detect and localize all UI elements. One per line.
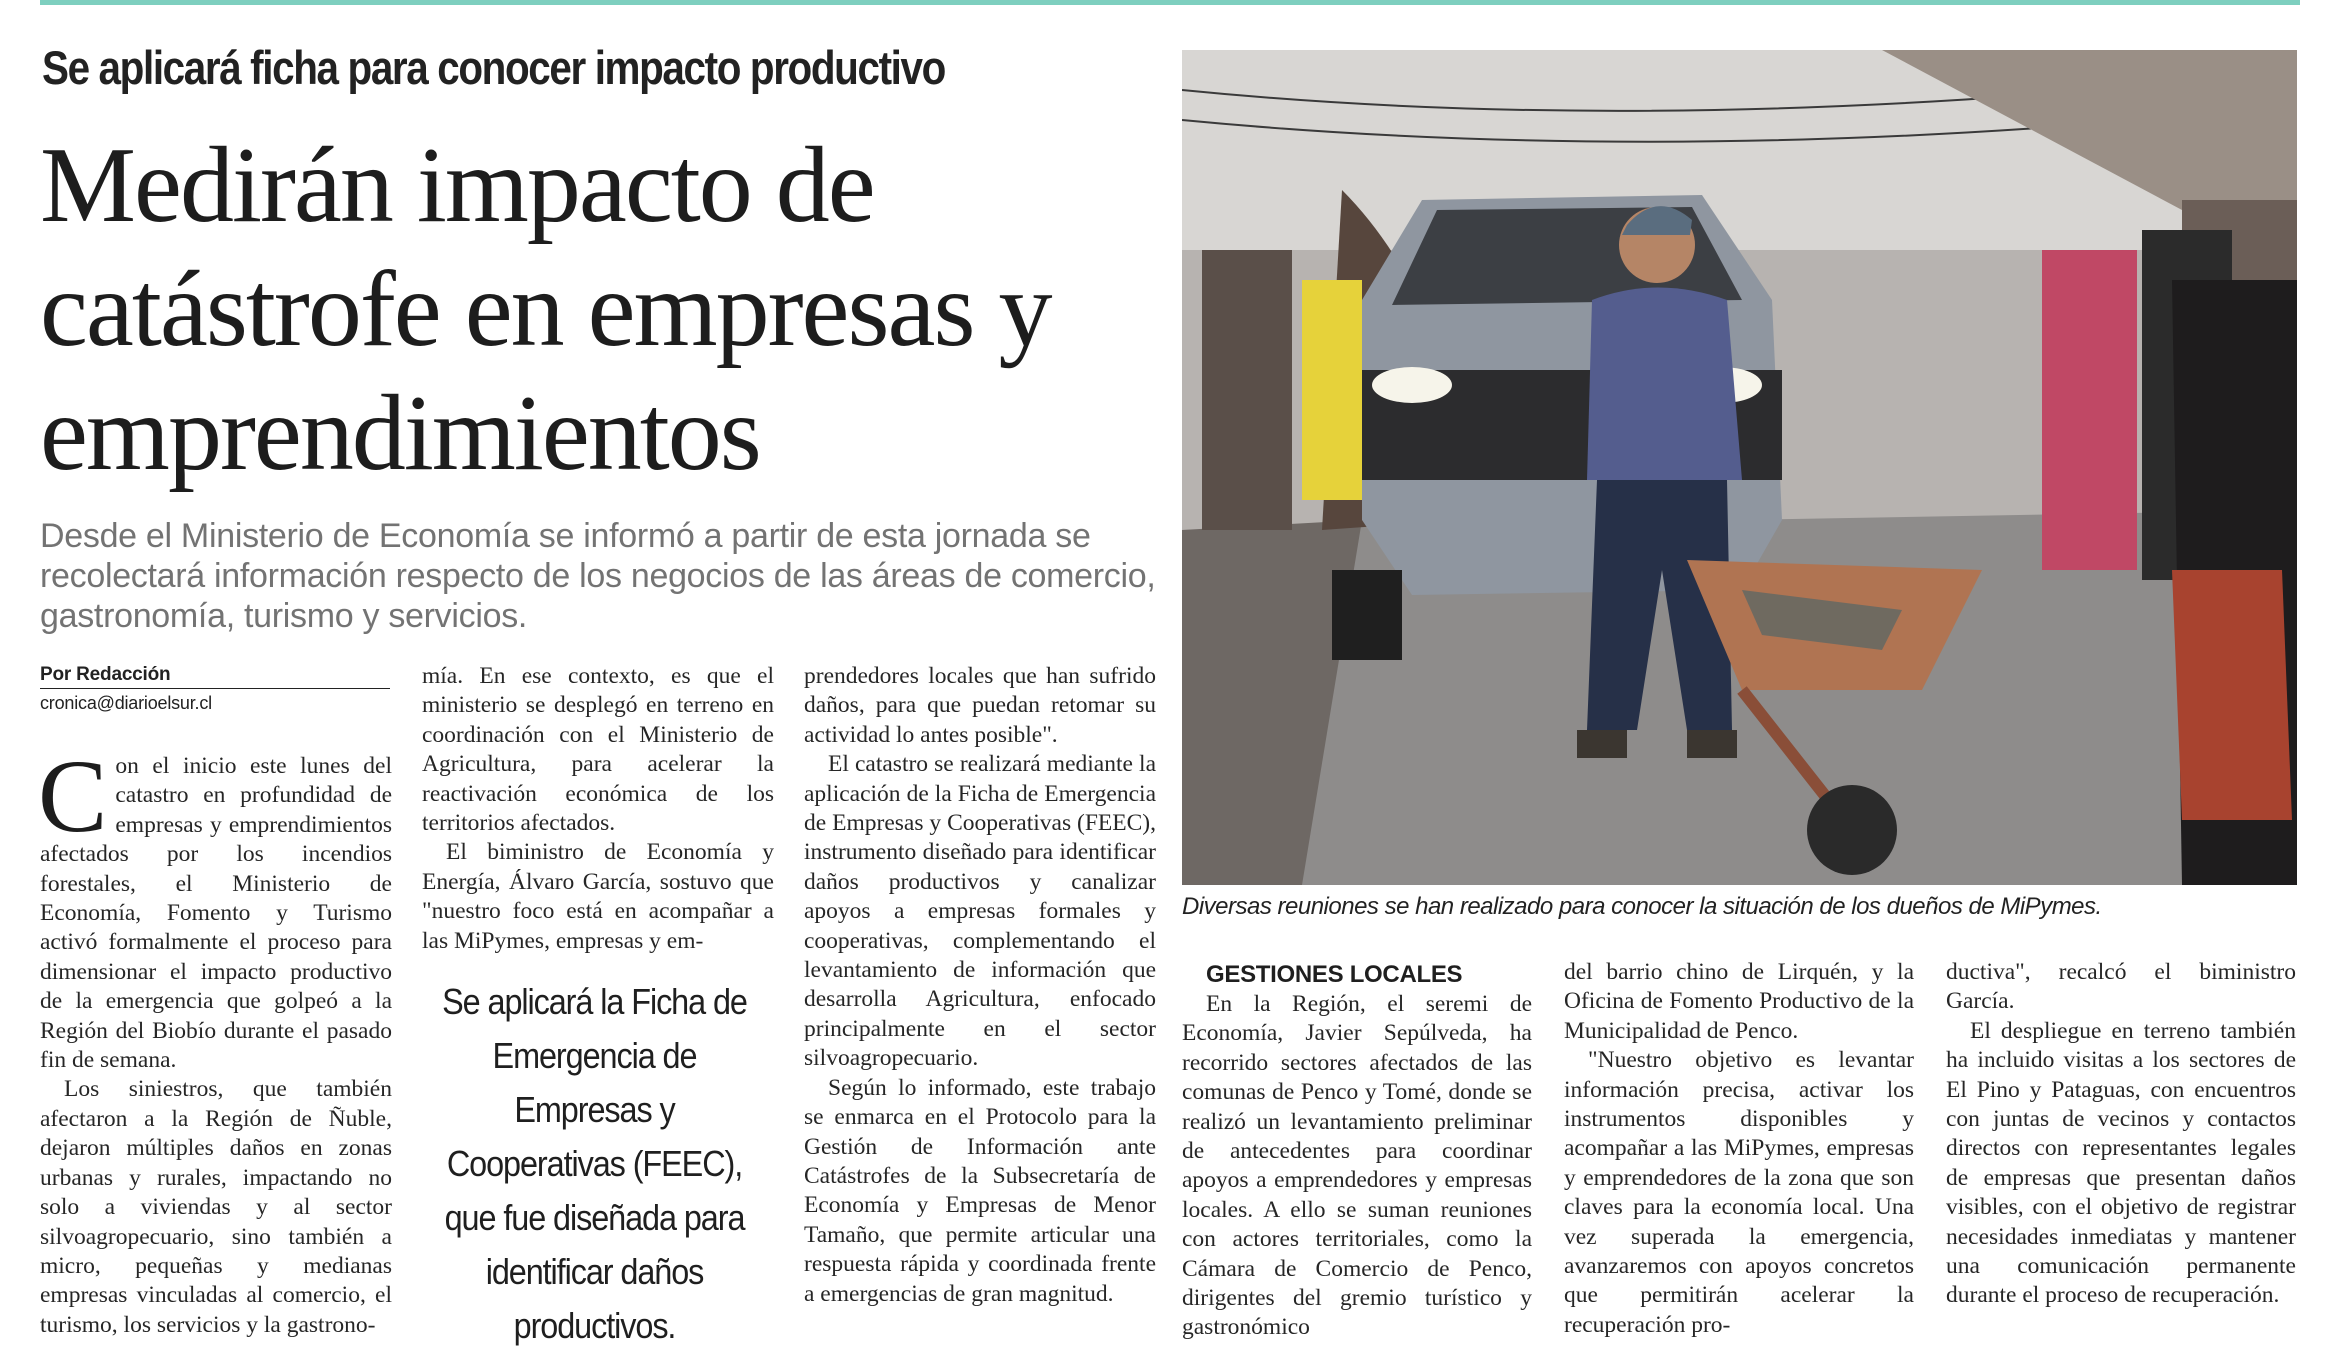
article-headline: Medirán impacto de catástrofe en empresas y emprendimientos [40, 126, 1051, 493]
drop-cap: C [38, 739, 108, 854]
photo-caption: Diversas reuniones se han realizado para conocer la situación de los dueños de MiPymes. [1182, 893, 2102, 920]
body-column-4 [1182, 960, 1532, 1343]
body-column-3 [804, 662, 1156, 1309]
body-column-6 [1946, 958, 2296, 1311]
body-paragraph-continued: ductiva", recalcó el biministro García. [1946, 959, 2296, 1015]
body-column-2 [422, 662, 774, 956]
section-heading: GESTIONES LOCALES [1206, 961, 1463, 988]
body-paragraph: El biministro de Economía y Energía, Álvaro García, sostuvo que "nuestro foco está en acompañar a las MiPymes, empresas y em- [422, 839, 774, 954]
body-column-5 [1564, 958, 1914, 1340]
body-paragraph-continued: mía. En ese contexto, es que el ministerio se desplegó en terreno en coordinación con el Ministerio de Agricultura, para acelerar la reactivación económica de los territorios afectados. [422, 663, 774, 837]
news-photo [1182, 50, 2297, 885]
body-paragraph-continued: del barrio chino de Lirquén, y la Oficina de Fomento Productivo de la Municipalidad de Penco. [1564, 959, 1914, 1044]
top-accent-rule [40, 0, 2300, 5]
article-kicker: Se aplicará ficha para conocer impacto productivo [42, 41, 945, 94]
body-paragraph: Los siniestros, que también afectaron a la Región de Ñuble, dejaron múltiples daños en zonas urbanas y rurales, impactando no solo a viviendas y al sector silvoagropecuario, sino también a micro, pequeñas y medianas empresas vinculadas al comercio, el turismo, los servicios y la gastrono- [40, 1076, 392, 1338]
byline-email: cronica@diarioelsur.cl [40, 693, 212, 713]
byline [40, 664, 390, 714]
body-paragraph-continued: prendedores locales que han sufrido daños, para que puedan retomar su actividad lo antes posible". [804, 663, 1156, 748]
photo-illustration [1182, 50, 2297, 885]
article-standfirst: Desde el Ministerio de Economía se informó a partir de esta jornada se recolectará información respecto de los negocios de las áreas de comercio, gastronomía, turismo y servicios. [40, 517, 1156, 635]
body-paragraph: "Nuestro objetivo es levantar información precisa, activar los instrumentos disponibles y acompañar a las MiPymes, empresas y emprendedores de la zona que son claves para la economía local. Una vez superada la emergencia, avanzaremos con apoyos concretos que permitirán acelerar la recuperación pro- [1564, 1047, 1914, 1338]
body-paragraph: Con el inicio este lunes del catastro en profundidad de empresas y emprendimientos afectados por los incendios forestales, el Ministerio de Economía, Fomento y Turismo activó formalmente el proceso para dimensionar el impacto productivo de la emergencia que golpeó a la Región del Biobío durante el pasado fin de semana. [38, 739, 392, 1074]
body-column-1 [38, 739, 392, 1340]
pull-quote: Se aplicará la Ficha de Emergencia de Empresas y Cooperativas (FEEC), que fue diseñada para identificar daños productivos. [442, 981, 747, 1346]
body-paragraph: El catastro se realizará mediante la aplicación de la Ficha de Emergencia de Empresas y Cooperativas (FEEC), instrumento diseñado para identificar daños productivos y canalizar apoyos a empresas formales y cooperativas, complementando el levantamiento de información que desarrolla Agricultura, enfocado principalmente en el sector silvoagropecuario. [804, 751, 1156, 1072]
body-paragraph: En la Región, el seremi de Economía, Javier Sepúlveda, ha recorrido sectores afectados de las comunas de Penco y Tomé, donde se realizó un levantamiento preliminar de antecedentes para coordinar apoyos a emprendedores y empresas locales. A ello se suman reuniones con actores territoriales, como la Cámara de Comercio de Penco, dirigentes del gremio turístico y gastronómico [1182, 991, 1532, 1341]
body-paragraph: Según lo informado, este trabajo se enmarca en el Protocolo para la Gestión de Información ante Catástrofes de la Subsecretaría de Economía y Empresas de Menor Tamaño, que permite articular una respuesta rápida y coordinada frente a emergencias de gran magnitud. [804, 1074, 1156, 1307]
body-paragraph: El despliegue en terreno también ha incluido visitas a los sectores de El Pino y Pataguas, con encuentros con juntas de vecinos y contactos directos con representantes legales de empresas que presentan daños visibles, con el objetivo de registrar necesidades inmediatas y mantener una comunicación permanente durante el proceso de recuperación. [1946, 1017, 2296, 1309]
byline-author: Por Redacción [40, 664, 390, 689]
